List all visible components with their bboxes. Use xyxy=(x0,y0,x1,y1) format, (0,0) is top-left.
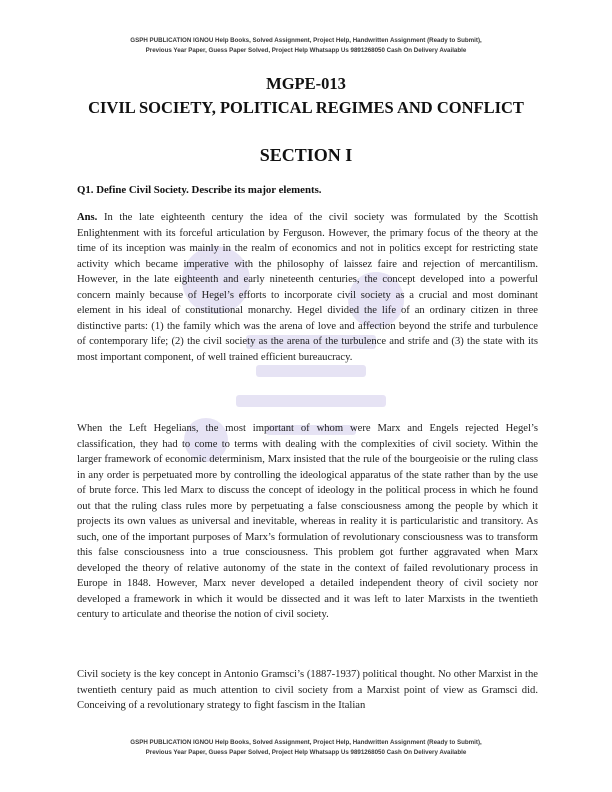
section-heading: SECTION I xyxy=(259,145,353,165)
header-line-2: Previous Year Paper, Guess Paper Solved, Project Help Whatsapp Us 9891268050 Cash On Delivery Available xyxy=(145,47,467,54)
answer-paragraph-1 xyxy=(77,210,538,365)
course-code: MGPE-013 xyxy=(266,74,346,93)
page-header xyxy=(0,36,612,56)
answer-paragraph-3: Civil society is the key concept in Antonio Gramsci’s (1887-1937) political thought. No other Marxist in the twentieth century paid as much attention to civil society from a Marxist point of view as Gramsci did. Conceiving of a revolutionary strategy to fight fascism in the Italian xyxy=(77,669,538,711)
paragraph-1-text: In the late eighteenth century the idea of the civil society was formulated by the Scottish Enlightenment with its forceful articulation by Ferguson. However, the primary focus of the theory at the time of its inception was mainly in the realm of economics and not in politics except for restricting state activity which became imperative with the philosophy of laissez faire and rejection of mercantilism. However, in the late eighteenth and early nineteenth centuries, the concept developed into a powerful concern mainly because of Hegel’s efforts to incorporate civil society as a crucial and most dominant element in his ideal of constitutional monarchy. Hegel divided the life of an ordinary citizen in three distinctive parts: (1) the family which was the arena of love and affection beyond the strife and turbulence of contemporary life; (2) the civil society as the arena of the turbulence and strife and (3) the state with its most important component, of well trained efficient bureaucracy. xyxy=(77,212,538,363)
header-line-1: GSPH PUBLICATION IGNOU Help Books, Solved Assignment, Project Help, Handwritten Assignment (Ready to Submit), xyxy=(130,37,482,44)
answer-label: Ans. xyxy=(77,212,98,223)
footer-line-2: Previous Year Paper, Guess Paper Solved, Project Help Whatsapp Us 9891268050 Cash On Delivery Available xyxy=(145,749,467,756)
footer-line-1: GSPH PUBLICATION IGNOU Help Books, Solved Assignment, Project Help, Handwritten Assignment (Ready to Submit), xyxy=(130,739,482,746)
answer-paragraph-2: When the Left Hegelians, the most important of whom were Marx and Engels rejected Hegel’s classification, they had to come to terms with dealing with the complexities of civil society. Within the larger framework of economic determinism, Marx insisted that the rule of the bourgeoisie or the ruling class in any order is perpetuated more by controlling the ideological apparatus of the state rather than by the use of brute force. This led Marx to discuss the concept of ideology in the political process in which he found out that the ruling class rules more by perpetuating a false consciousness among the people by which it projects its own values as universal and inevitable, whereas in reality it is particularistic and transitory. As such, one of the important purposes of Marx’s formulation of revolutionary consciousness was to transform this false consciousness into a true consciousness. This problem got further aggravated when Marx developed the theory of relative autonomy of the state in the context of failed revolutionary process in Europe in 1848. However, Marx never developed a detailed independent theory of civil society nor developed a framework in which it would be dissected and it was left to later Marxists in the twentieth century to articulate and theorise the notion of civil society. xyxy=(77,423,538,620)
page-footer xyxy=(0,738,612,758)
title-block xyxy=(0,74,612,119)
question-heading: Q1. Define Civil Society. Describe its major elements. xyxy=(77,184,322,196)
course-title: CIVIL SOCIETY, POLITICAL REGIMES AND CONFLICT xyxy=(88,98,524,117)
